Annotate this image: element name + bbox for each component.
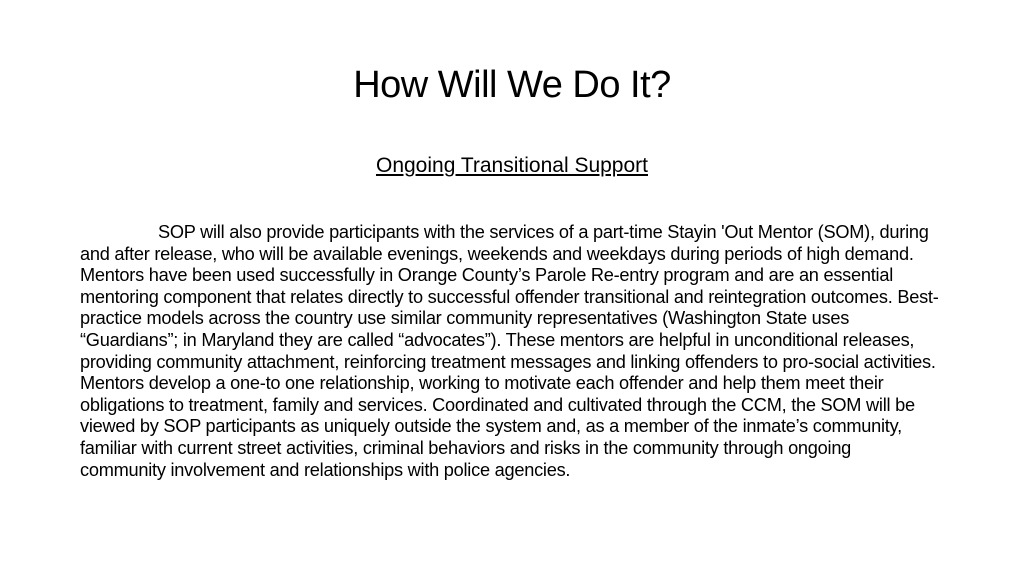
slide-subtitle: Ongoing Transitional Support <box>375 154 648 177</box>
slide-body-text: SOP will also provide participants with the services of a part-time Stayin 'Out Mentor (SOM), during and after release, who will be available evenings, weekends and weekdays during periods of high demand. Mentors have been used successfully in Orange County’s Parole Re-entry program and are an essential mentoring component that relates directly to successful offender transitional and reintegration outcomes. Best-practice models across the country use similar community representatives (Washington State uses “Guardians”; in Maryland they are called “advocates”). These mentors are helpful in unconditional releases, providing community attachment, reinforcing treatment messages and linking offenders to pro-social activities. Mentors develop a one-to one relationship, working to motivate each offender and help them meet their obligations to treatment, family and services. Coordinated and cultivated through the CCM, the SOM will be viewed by SOP participants as uniquely outside the system and, as a member of the inmate’s community, familiar with current street activities, criminal behaviors and risks in the community through ongoing community involvement and relationships with police agencies. <box>80 222 939 480</box>
slide-body-paragraph <box>80 222 940 481</box>
slide-title: How Will We Do It? <box>353 64 671 106</box>
